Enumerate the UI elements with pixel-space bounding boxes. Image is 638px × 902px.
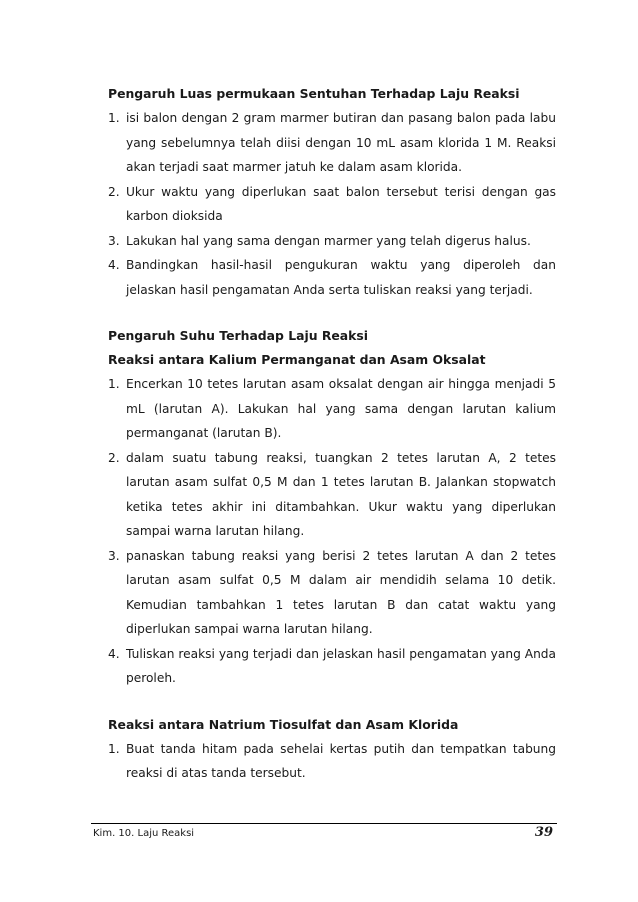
item-text: Bandingkan hasil-hasil pengukuran waktu yang diperoleh dan jelaskan hasil pengamatan Anda serta tuliskan reaksi yang terjadi. (126, 258, 556, 297)
section-suhu (108, 324, 556, 691)
item-text: Ukur waktu yang diperlukan saat balon tersebut terisi dengan gas karbon dioksida (126, 184, 556, 223)
step-list (108, 737, 556, 786)
item-text: panaskan tabung reaksi yang berisi 2 tetes larutan A dan 2 tetes larutan asam sulfat 0,5 M dalam air mendidih selama 10 detik. Kemudian tambahkan 1 tetes larutan B dan catat waktu yang diperlukan sampai warna larutan hilang. (126, 548, 556, 636)
section-heading: Reaksi antara Natrium Tiosulfat dan Asam Klorida (108, 716, 459, 732)
item-number: 2. (108, 450, 120, 465)
section-heading: Pengaruh Luas permukaan Sentuhan Terhadap Laju Reaksi (108, 86, 520, 101)
section-heading: Pengaruh Suhu Terhadap Laju Reaksi (108, 328, 369, 343)
item-text: Lakukan hal yang sama dengan marmer yang telah digerus halus. (126, 233, 531, 248)
section-tiosulfat (108, 713, 556, 786)
item-text: Encerkan 10 tetes larutan asam oksalat dengan air hingga menjadi 5 mL (larutan A). Lakukan hal yang sama dengan larutan kalium permanganat (larutan B). (126, 377, 556, 440)
step-list (108, 372, 556, 691)
item-number: 3. (108, 233, 120, 248)
item-text: Tuliskan reaksi yang terjadi dan jelaskan hasil pengamatan yang Anda peroleh. (126, 646, 556, 685)
item-number: 1. (108, 111, 120, 125)
item-number: 1. (108, 377, 120, 391)
section-subheading: Reaksi antara Kalium Permanganat dan Asam Oksalat (108, 352, 486, 367)
section-luas-permukaan (108, 82, 556, 302)
item-number: 3. (108, 548, 120, 563)
step-list (108, 106, 556, 302)
item-number: 1. (108, 741, 120, 756)
item-number: 4. (108, 258, 120, 272)
page-footer (91, 823, 557, 840)
item-text: dalam suatu tabung reaksi, tuangkan 2 tetes larutan A, 2 tetes larutan asam sulfat 0,5 M dan 1 tetes larutan B. Jalankan stopwatch ketika tetes akhir ini ditambahkan. Ukur waktu yang diperlukan sampai warna larutan hilang. (126, 450, 556, 538)
list-item (108, 106, 556, 180)
list-item (108, 229, 556, 254)
list-item (108, 737, 556, 786)
item-text: Buat tanda hitam pada sehelai kertas putih dan tempatkan tabung reaksi di atas tanda tersebut. (126, 741, 556, 780)
footer-title: Kim. 10. Laju Reaksi (93, 828, 195, 839)
list-item (108, 642, 556, 691)
document-body (108, 82, 556, 808)
list-item (108, 544, 556, 642)
list-item (108, 253, 556, 302)
item-text: isi balon dengan 2 gram marmer butiran dan pasang balon pada labu yang sebelumnya telah diisi dengan 10 mL asam klorida 1 M. Reaksi akan terjadi saat marmer jatuh ke dalam asam klorida. (126, 111, 556, 174)
page-number: 39 (534, 825, 553, 840)
list-item (108, 446, 556, 544)
item-number: 4. (108, 646, 120, 661)
list-item (108, 372, 556, 446)
item-number: 2. (108, 184, 120, 199)
list-item (108, 180, 556, 229)
